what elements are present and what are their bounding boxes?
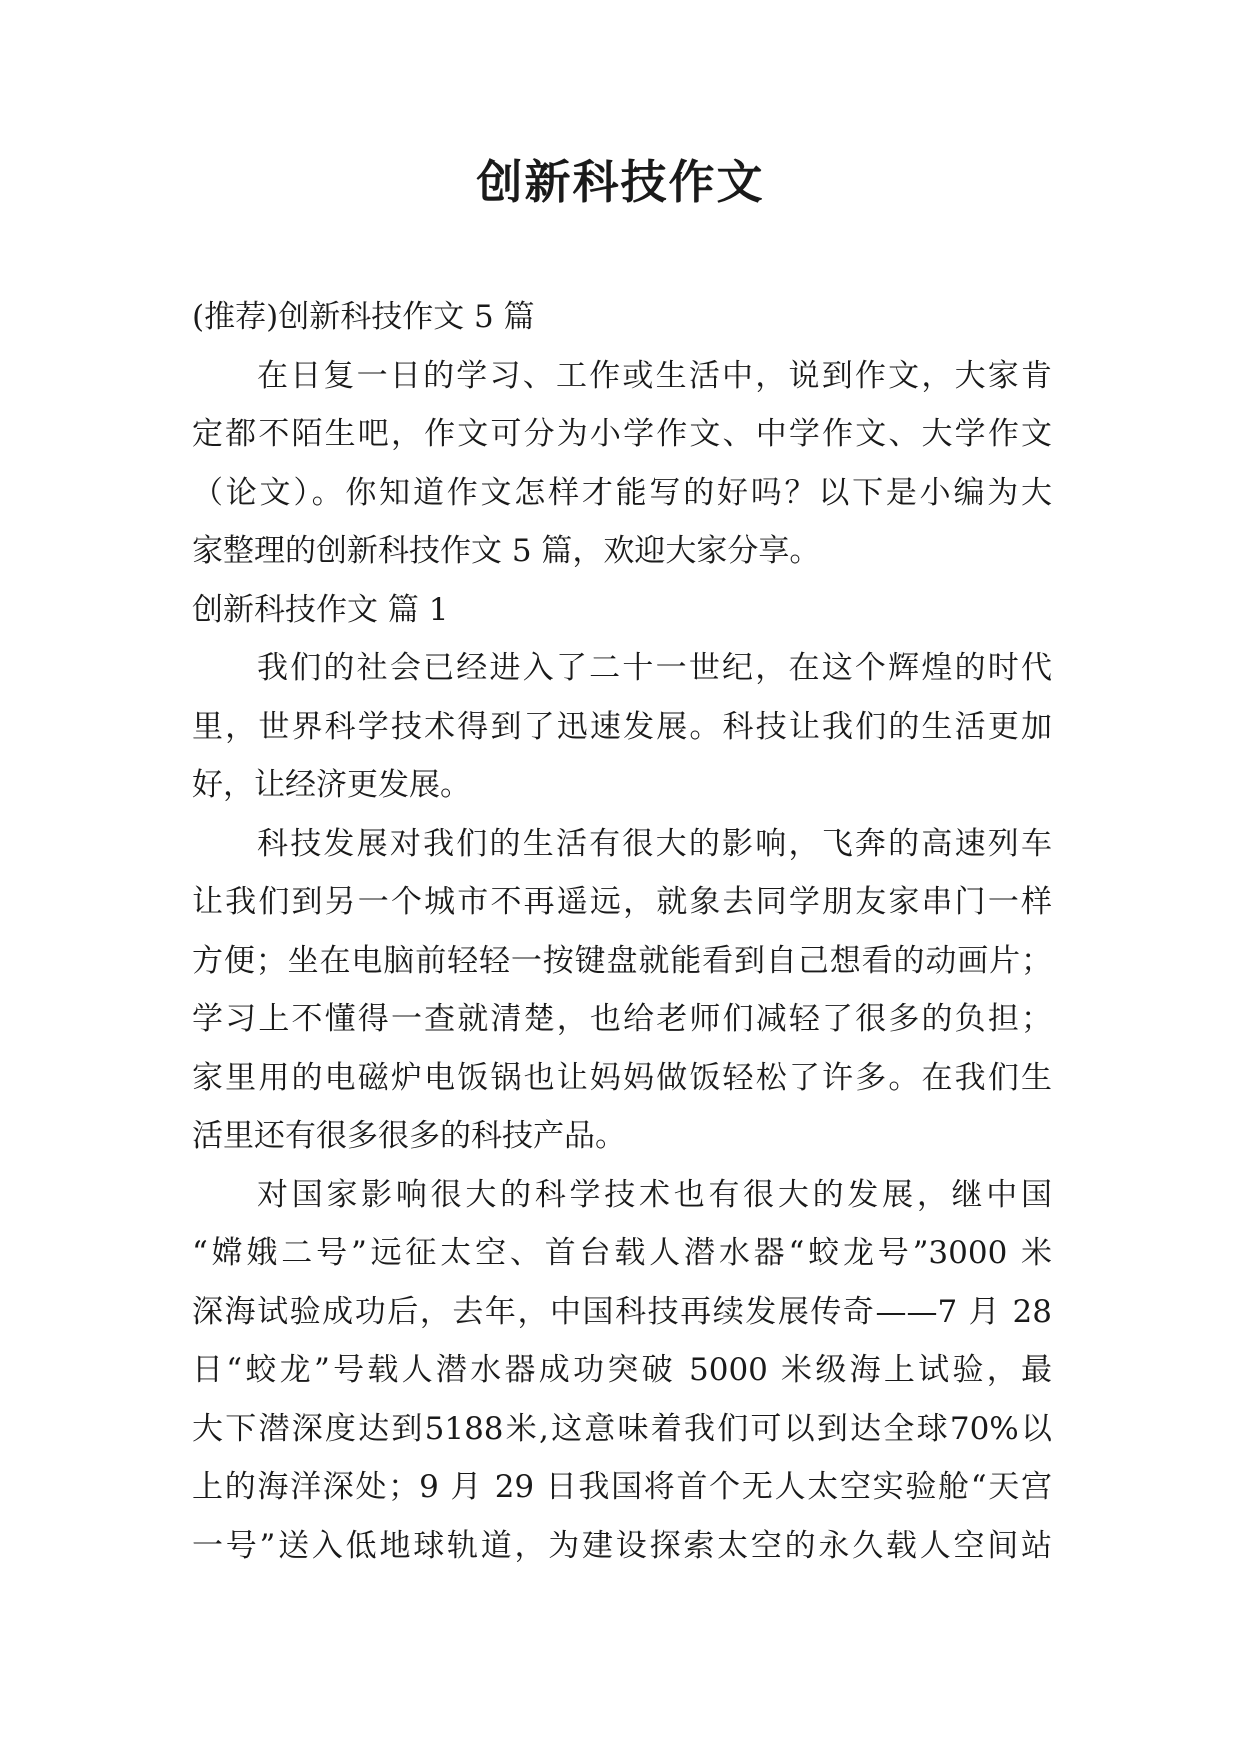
text-line: 深海试验成功后，去年，中国科技再续发展传奇——7 月 28 (192, 1293, 1052, 1330)
text-line: （论文）。你知道作文怎样才能写的好吗？以下是小编为大 (192, 474, 1052, 511)
text-line: 活里还有很多很多的科技产品。 (192, 1118, 626, 1154)
document-body (192, 288, 1052, 1575)
text-line: 科技发展对我们的生活有很大的影响，飞奔的高速列车 (257, 825, 1052, 862)
text-line: 家整理的创新科技作文 5 篇，欢迎大家分享。 (192, 533, 821, 569)
text-line: 方便；坐在电脑前轻轻一按键盘就能看到自己想看的动画片； (192, 942, 1052, 979)
text-line: 一号”送入低地球轨道，为建设探索太空的永久载人空间站 (192, 1527, 1052, 1564)
text-line: 定都不陌生吧，作文可分为小学作文、中学作文、大学作文 (192, 416, 1052, 452)
text-line: 家里用的电磁炉电饭锅也让妈妈做饭轻松了许多。在我们生 (192, 1059, 1052, 1096)
text-line: (推荐)创新科技作文 5 篇 (192, 299, 535, 335)
text-line: 日“蛟龙”号载人潜水器成功突破 5000 米级海上试验，最 (192, 1352, 1052, 1388)
text-line: 里，世界科学技术得到了迅速发展。科技让我们的生活更加 (192, 708, 1052, 745)
text-line: 让我们到另一个城市不再遥远，就象去同学朋友家串门一样 (192, 884, 1052, 920)
text-line: 在日复一日的学习、工作或生活中，说到作文，大家肯 (257, 357, 1052, 394)
document-title: 创新科技作文 (476, 155, 765, 209)
text-line: 对国家影响很大的科学技术也有很大的发展，继中国 (257, 1176, 1052, 1213)
text-line: 学习上不懂得一查就清楚，也给老师们减轻了很多的负担； (192, 1001, 1052, 1037)
text-line: 大下潜深度达到5188米,这意味着我们可以到达全球70%以 (192, 1410, 1052, 1447)
text-line: 上的海洋深处；9 月 29 日我国将首个无人太空实验舱“天宫 (192, 1469, 1052, 1505)
text-line: 好，让经济更发展。 (192, 767, 471, 803)
text-line: 创新科技作文 篇 1 (192, 591, 449, 628)
text-line: “嫦娥二号”远征太空、首台载人潜水器“蛟龙号”3000 米 (192, 1235, 1052, 1271)
text-line: 我们的社会已经进入了二十一世纪，在这个辉煌的时代 (257, 650, 1052, 686)
